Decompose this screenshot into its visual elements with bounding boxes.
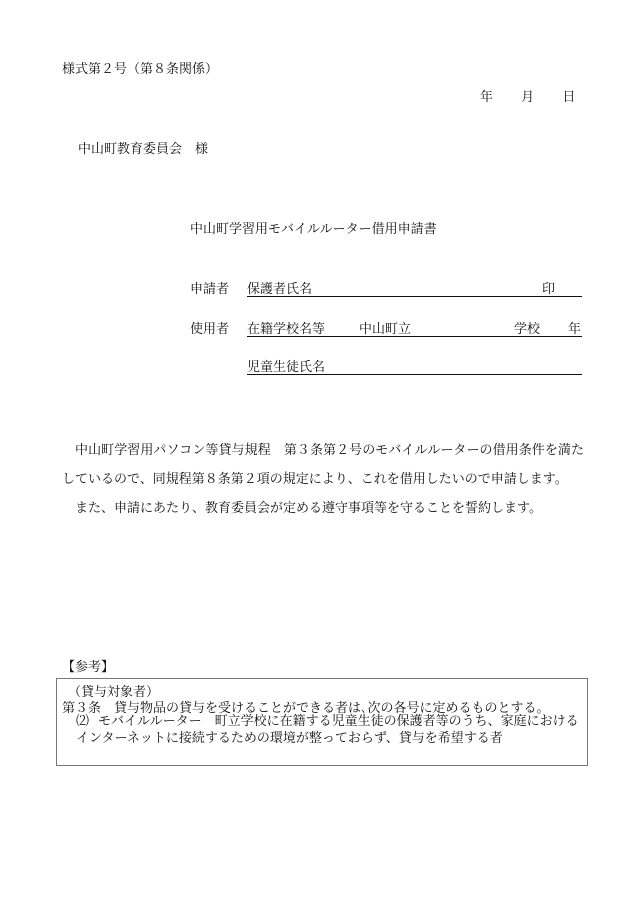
form-number: 様式第２号（第８条関係） [62, 62, 219, 77]
grade-suffix: 年 [568, 322, 582, 337]
seal-mark: 印 [542, 282, 556, 297]
guardian-name-label: 保護者氏名 [247, 282, 313, 297]
student-name-label: 児童生徒氏名 [247, 360, 326, 375]
school-name-label: 在籍学校名等 [247, 322, 326, 337]
date-day: 日 [562, 90, 576, 105]
reference-article: 第３条 貸与物品の貸与を受けることができる者は､次の各号に定めるものとする。 [62, 701, 550, 716]
date-line [480, 86, 575, 105]
date-year: 年 [480, 90, 494, 105]
reference-item [76, 713, 580, 747]
document-title: 中山町学習用モバイルルーター借用申請書 [190, 222, 437, 237]
user-label: 使用者 [190, 322, 230, 337]
reference-item-number: ⑵ [76, 714, 90, 729]
date-month: 月 [521, 90, 535, 105]
school-suffix: 学校 [514, 322, 541, 337]
town-prefix: 中山町立 [359, 322, 412, 337]
body-paragraph-2: また、申請にあたり、教育委員会が定める遵守事項等を守ることを誓約します。 [75, 501, 542, 516]
reference-heading: 【参考】 [62, 660, 115, 675]
application-body [62, 436, 584, 523]
body-paragraph-1: 中山町学習用パソコン等貸与規程 第３条第２号のモバイルルーターの借用条件を満たしているので、同規程第８条第２項の規定により、これを借用したいので申請します。 [62, 443, 584, 487]
addressee: 中山町教育委員会 様 [78, 142, 209, 157]
reference-item-text: モバイルルーター 町立学校に在籍する児童生徒の保護者等のうち、家庭におけるインターネットに接続するための環境が整っておらず、貸与を希望する者 [76, 714, 579, 746]
reference-caption: （貸与対象者） [68, 685, 160, 700]
applicant-label: 申請者 [190, 282, 230, 297]
